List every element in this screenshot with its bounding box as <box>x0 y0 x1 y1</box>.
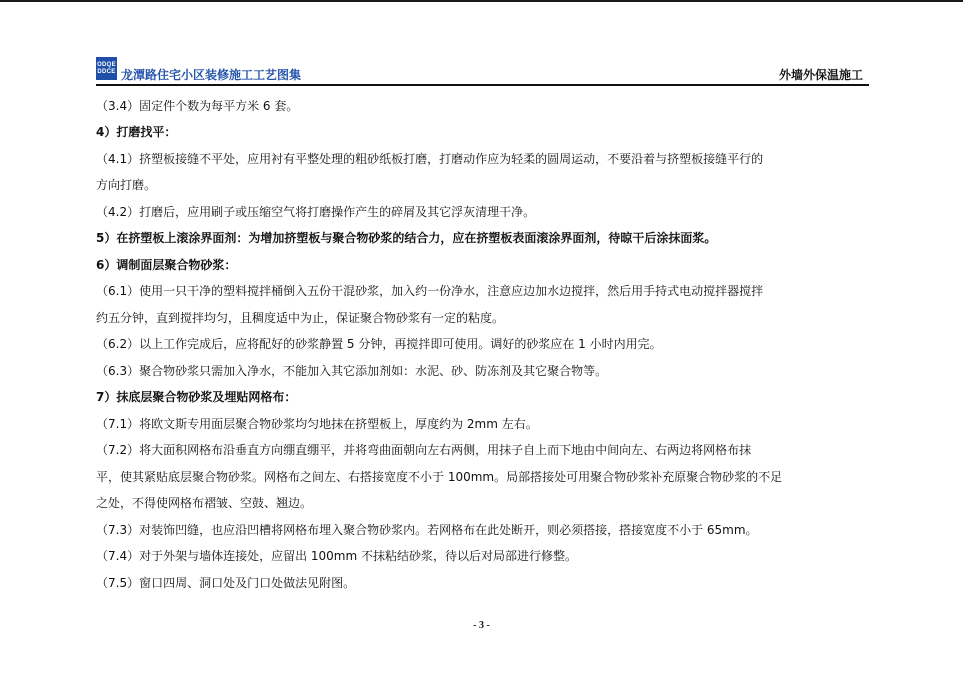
body-line: 5）在挤塑板上滚涂界面剂：为增加挤塑板与聚合物砂浆的结合力，应在挤塑板表面滚涂界面剂，待晾干后涂抹面浆。 <box>96 231 717 245</box>
body-line: （6.2）以上工作完成后，应将配好的砂浆静置 5 分钟，再搅拌即可使用。调好的砂浆应在 1 小时内用完。 <box>96 337 662 351</box>
body-line: （4.1）挤塑板接缝不平处，应用衬有平整处理的粗砂纸板打磨，打磨动作应为轻柔的圆周运动，不要沿着与挤塑板接缝平行的 <box>96 152 764 166</box>
top-border <box>0 0 963 2</box>
body-line: 约五分钟，直到搅拌均匀，且稠度适中为止，保证聚合物砂浆有一定的粘度。 <box>96 311 505 325</box>
body-line: （7.1）将欧文斯专用面层聚合物砂浆均匀地抹在挤塑板上，厚度约为 2mm 左右。 <box>96 417 538 431</box>
company-logo: ODQE DDCE <box>96 57 117 80</box>
body-line: （7.2）将大面积网格布沿垂直方向绷直绷平，并将弯曲面朝向左右两侧，用抹子自上而下地由中间向左、右两边将网格布抹 <box>96 443 752 457</box>
body-line: 方向打磨。 <box>96 178 157 192</box>
page-header <box>96 57 869 85</box>
body-line: 平，使其紧贴底层聚合物砂浆。网格布之间左、右搭接宽度不小于 100mm。局部搭接处可用聚合物砂浆补充原聚合物砂浆的不足 <box>96 470 783 484</box>
body-line: （4.2）打磨后，应用刷子或压缩空气将打磨操作产生的碎屑及其它浮灰清理干净。 <box>96 205 536 219</box>
body-line: 6）调制面层聚合物砂浆： <box>96 258 237 272</box>
body-line: 之处，不得使网格布褶皱、空鼓、翘边。 <box>96 496 313 510</box>
page-number: - 3 - <box>473 620 490 631</box>
document-title: 龙潭路住宅小区装修施工工艺图集 <box>121 68 302 82</box>
body-line: （7.3）对装饰凹缝，也应沿凹槽将网格布埋入聚合物砂浆内。若网格布在此处断开，则必须搭接，搭接宽度不小于 65mm。 <box>96 523 758 537</box>
body-line: （6.1）使用一只干净的塑料搅拌桶倒入五份干混砂浆，加入约一份净水，注意应边加水边搅拌，然后用手持式电动搅拌器搅拌 <box>96 284 764 298</box>
section-title: 外墙外保温施工 <box>778 68 863 82</box>
body-line: （7.5）窗口四周、洞口处及门口处做法见附图。 <box>96 576 356 590</box>
body-line: （7.4）对于外架与墙体连接处，应留出 100mm 不抹粘结砂浆，待以后对局部进行修整。 <box>96 549 577 563</box>
header-divider <box>96 84 869 86</box>
body-line: （6.3）聚合物砂浆只需加入净水，不能加入其它添加剂如：水泥、砂、防冻剂及其它聚合物等。 <box>96 364 608 378</box>
body-line: （3.4）固定件个数为每平方米 6 套。 <box>96 99 299 113</box>
body-line: 7）抹底层聚合物砂浆及埋贴网格布： <box>96 390 297 404</box>
body-line: 4）打磨找平： <box>96 125 177 139</box>
